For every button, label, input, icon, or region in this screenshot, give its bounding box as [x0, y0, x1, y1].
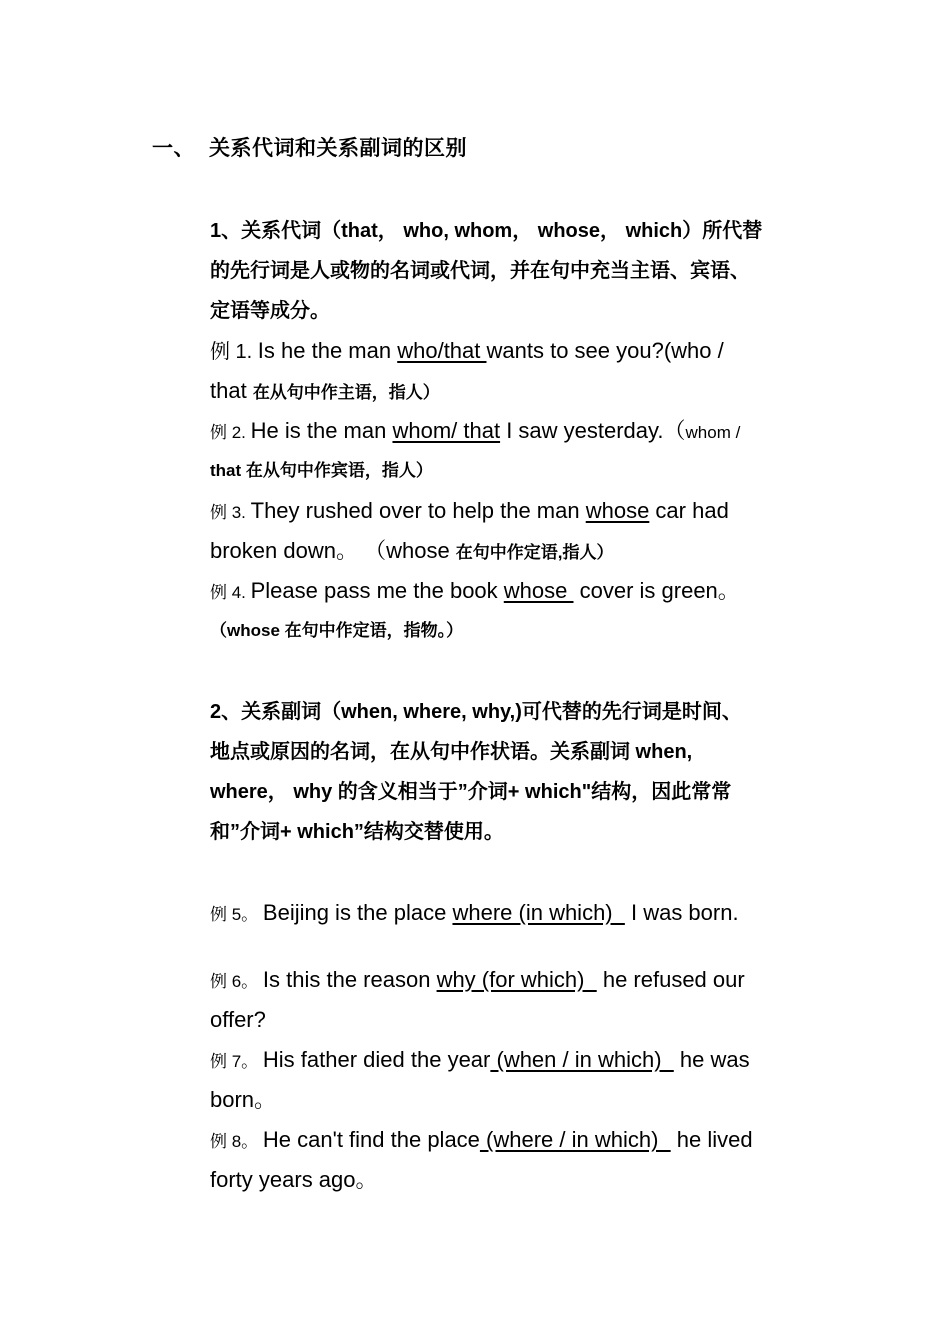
- example-3: [210, 491, 810, 571]
- example-3-line-2: broken down。 （whose: [210, 538, 456, 563]
- example-1: [210, 331, 810, 411]
- example-7-sentence-end: he was: [673, 1047, 750, 1072]
- section-2-line-2: 地点或原因的名词，在从句中作状语。关系副词 when,: [210, 741, 693, 763]
- example-8: [210, 1120, 810, 1200]
- example-2-note-end: that 在从句中作宾语，指人）: [210, 461, 433, 480]
- example-6-to-8: [210, 960, 810, 1200]
- example-4: [210, 571, 810, 651]
- example-6: [210, 960, 810, 1040]
- example-2-note-start: whom /: [685, 423, 741, 442]
- heading-title: 关系代词和关系副词的区别: [209, 137, 467, 160]
- example-7-line-2: born。: [210, 1087, 277, 1112]
- example-3-sentence-end: car had: [649, 498, 729, 523]
- example-1-note-chinese: 在从句中作主语，指人）: [252, 383, 440, 402]
- section-heading: [152, 132, 467, 162]
- section-1-intro-line-1: 1、关系代词（that， who, whom， whose， which）所代替: [210, 220, 763, 242]
- example-1-sentence-end: wants to see you?(who /: [486, 338, 724, 363]
- section-1-intro-line-3: 定语等成分。: [210, 300, 330, 322]
- section-2-line-4: 和”介词+ which”结构交替使用。: [210, 821, 504, 843]
- example-8-blank: (where / in which): [479, 1127, 671, 1152]
- example-8-line-2: forty years ago。: [210, 1167, 378, 1192]
- heading-number: 一、: [152, 137, 195, 160]
- example-4-blank: whose: [503, 578, 574, 603]
- example-6-sentence-end: he refused our: [596, 967, 745, 992]
- example-2-blank: whom/ that: [392, 418, 501, 443]
- example-4-sentence-start: Please pass me the book: [250, 578, 504, 603]
- example-4-note: （whose 在句中作定语，指物。）: [210, 621, 464, 640]
- example-5-sentence-start: Beijing is the place: [262, 900, 453, 925]
- example-8-sentence-start: He can't find the place: [262, 1127, 480, 1152]
- example-4-sentence-end: cover is green。: [573, 578, 740, 603]
- example-6-blank: why (for which): [436, 967, 597, 992]
- example-8-sentence-end: he lived: [670, 1127, 753, 1152]
- section-1-intro-line-2: 的先行词是人或物的名词或代词，并在句中充当主语、宾语、: [210, 260, 750, 282]
- section-2-line-3: where， why 的含义相当于”介词+ which"结构，因此常常: [210, 781, 732, 803]
- example-2-sentence-end: I saw yesterday.（: [500, 418, 686, 443]
- section-2-line-1: 2、关系副词（when, where, why,)可代替的先行词是时间、: [210, 701, 742, 723]
- example-6-sentence-start: Is this the reason: [262, 967, 437, 992]
- section-2: [210, 692, 810, 852]
- example-5-label: 例 5。: [210, 905, 263, 924]
- example-1-sentence-start: Is he the man: [257, 338, 398, 363]
- example-7-label: 例 7。: [210, 1052, 263, 1071]
- section-1: [210, 211, 810, 651]
- example-6-line-2: offer?: [210, 1007, 266, 1032]
- example-4-label: 例 4.: [210, 583, 251, 602]
- example-8-label: 例 8。: [210, 1132, 263, 1151]
- example-6-label: 例 6。: [210, 972, 263, 991]
- example-3-sentence-start: They rushed over to help the man: [250, 498, 586, 523]
- example-5-sentence-end: I was born.: [624, 900, 739, 925]
- example-7-blank: (when / in which): [490, 1047, 674, 1072]
- example-3-blank: whose: [585, 498, 650, 523]
- example-5: [210, 893, 810, 933]
- example-2-sentence-start: He is the man: [250, 418, 393, 443]
- example-2: [210, 411, 810, 491]
- example-1-blank: who/that: [397, 338, 487, 363]
- example-5-blank: where (in which): [452, 900, 625, 925]
- example-1-note-english: that: [210, 378, 253, 403]
- example-2-label: 例 2.: [210, 423, 251, 442]
- example-3-note-chinese: 在句中作定语,指人）: [455, 543, 614, 562]
- example-7: [210, 1040, 810, 1120]
- example-1-label: 例 1.: [210, 341, 258, 363]
- example-3-label: 例 3.: [210, 503, 251, 522]
- example-7-sentence-start: His father died the year: [262, 1047, 491, 1072]
